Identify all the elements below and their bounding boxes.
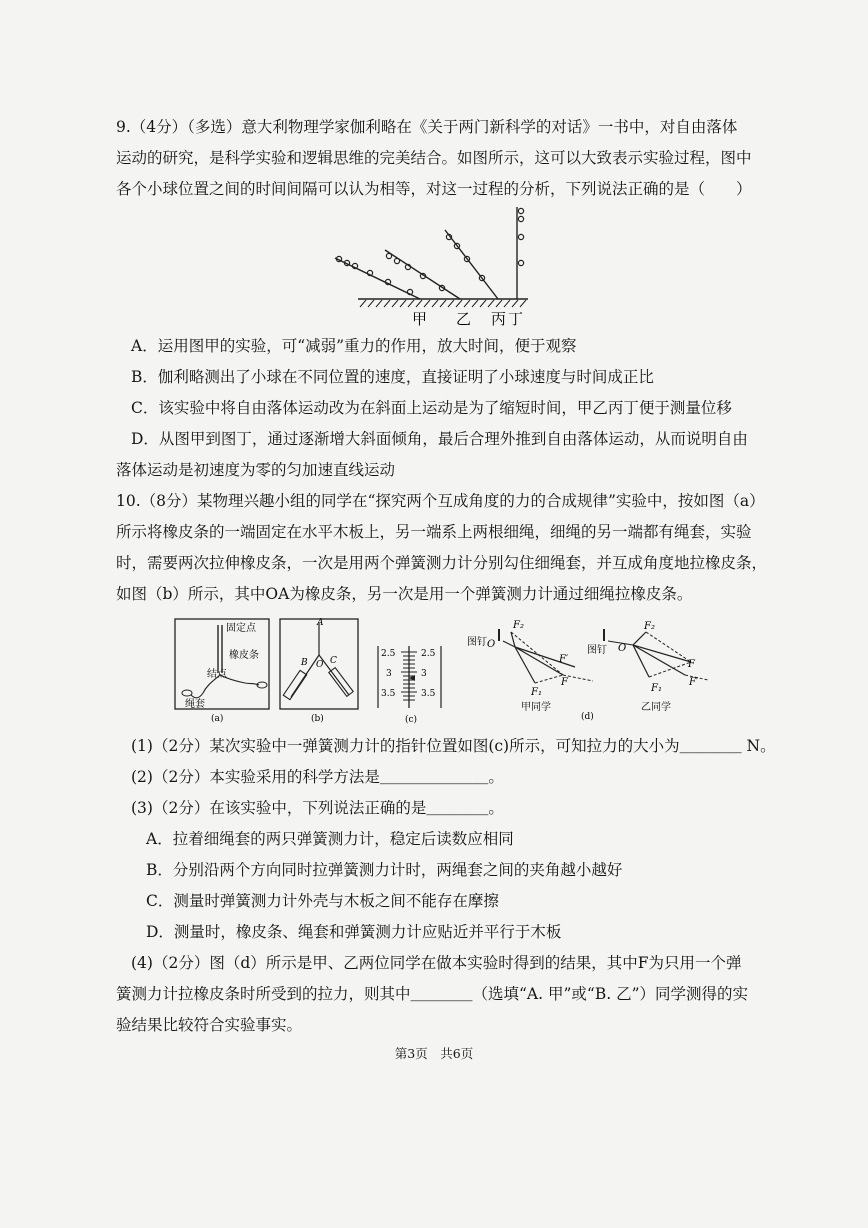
q9-line-2: 运动的研究，是科学实验和逻辑思维的完美结合。如图所示，这可以大致表示实验过程，图中 [116,149,752,167]
q10-option-d: D．测量时，橡皮条、绳套和弹簧测力计应贴近并平行于木板 [146,923,562,941]
caption-c: (c) [405,715,418,725]
q9-option-c: C．该实验中将自由落体运动改为在斜面上运动是为了缩短时间，甲乙丙丁便于测量位移 [131,399,732,417]
label-Fp-right: F′ [689,677,699,688]
label-F2-left: F₂ [513,620,524,631]
caption-jia: 甲同学 [521,702,551,713]
figure-a [173,615,273,725]
page-footer: 第3页 共6页 [394,1046,474,1061]
label-O: O [316,660,324,670]
label-jia: 甲 [412,310,428,328]
label-O-left: O [487,639,496,650]
q10-line-1: 10.（8分）某物理兴趣小组的同学在“探究两个互成角度的力的合成规律”实验中，按如图（a） [116,492,765,510]
tick-left-3-5: 3.5 [381,689,396,699]
q9-line-1: 9.（4分）（多选）意大利物理学家伽利略在《关于两门新科学的对话》一书中，对自由落体 [116,118,738,136]
label-A: A [317,618,324,628]
label-yi: 乙 [456,310,472,328]
label-F2-right: F₂ [644,621,655,632]
label-O-right: O [618,643,627,654]
label-C: C [330,656,337,666]
label-F1-right: F₁ [651,683,662,694]
caption-b: (b) [311,714,324,724]
figure-c-spring-scale [375,640,445,726]
label-loop: 绳套 [185,699,205,710]
q10-option-c: C．测量时弹簧测力计外壳与木板之间不能存在摩擦 [146,892,499,910]
label-knot: 结点 [207,669,227,680]
tick-left-3: 3 [386,669,392,679]
q10-sub-2: (2)（2分）本实验采用的科学方法是＿＿＿＿＿＿＿。 [131,768,504,786]
q10-line-4: 如图（b）所示，其中OA为橡皮条，另一次是用一个弹簧测力计通过细绳拉橡皮条。 [116,585,693,603]
q10-option-b: B．分别沿两个方向同时拉弹簧测力计时，两绳套之间的夹角越小越好 [146,861,623,879]
q10-sub-1: (1)（2分）某次实验中一弹簧测力计的指针位置如图(c)所示，可知拉力的大小为＿＿＿＿ N。 [131,737,776,755]
caption-yi: 乙同学 [641,702,671,713]
label-rubber-band: 橡皮条 [229,650,259,661]
tick-right-2-5: 2.5 [421,649,436,659]
caption-a: (a) [211,714,224,724]
figure-b [277,615,363,725]
caption-d: (d) [581,712,594,722]
label-fixed-point: 固定点 [226,623,256,634]
label-pin-right: 图钉 [587,645,607,656]
label-F1-left: F₁ [531,687,542,698]
q10-sub-4-line-3: 验结果比较符合实验事实。 [116,1016,303,1034]
label-F-right: F [688,659,695,670]
q10-line-3: 时，需要两次拉伸橡皮条，一次是用两个弹簧测力计分别勾住细绳套，并互成角度地拉橡皮条， [116,554,768,572]
q10-sub-4-line-1: (4)（2分）图（d）所示是甲、乙两位同学在做本实验时得到的结果，其中F为只用一个弹 [131,954,742,972]
label-Fp-left: F′ [559,654,569,665]
tick-left-2-5: 2.5 [381,649,396,659]
q9-option-b: B．伽利略测出了小球在不同位置的速度，直接证明了小球速度与时间成正比 [131,368,654,386]
q9-option-d-cont: 落体运动是初速度为零的匀加速直线运动 [116,461,396,479]
q10-sub-4-line-2: 簧测力计拉橡皮条时所受到的拉力，则其中＿＿＿＿（选填“A. 甲”或“B. 乙”）同学测得的实 [116,985,748,1003]
tick-right-3: 3 [421,669,427,679]
label-ding: 丁 [508,310,524,328]
q10-sub-3: (3)（2分）在该实验中，下列说法正确的是＿＿＿＿。 [131,799,504,817]
label-B: B [301,658,308,668]
q10-option-a: A．拉着细绳套的两只弹簧测力计，稳定后读数应相同 [146,830,514,848]
label-F-left: F [561,677,568,688]
label-pin-left: 图钉 [467,637,487,648]
figure-d [463,615,743,725]
q9-option-d: D．从图甲到图丁，通过逐渐增大斜面倾角，最后合理外推到自由落体运动，从而说明自由 [131,430,748,448]
q9-line-3: 各个小球位置之间的时间间隔可以认为相等，对这一过程的分析，下列说法正确的是（ ） [116,180,752,198]
q9-option-a: A．运用图甲的实验，可“减弱”重力的作用，放大时间，便于观察 [131,337,577,355]
incline-figure [330,203,540,328]
tick-right-3-5: 3.5 [421,689,436,699]
label-bing: 丙 [491,310,507,328]
q10-line-2: 所示将橡皮条的一端固定在水平木板上，另一端系上两根细绳，细绳的另一端都有绳套，实验 [116,523,752,541]
